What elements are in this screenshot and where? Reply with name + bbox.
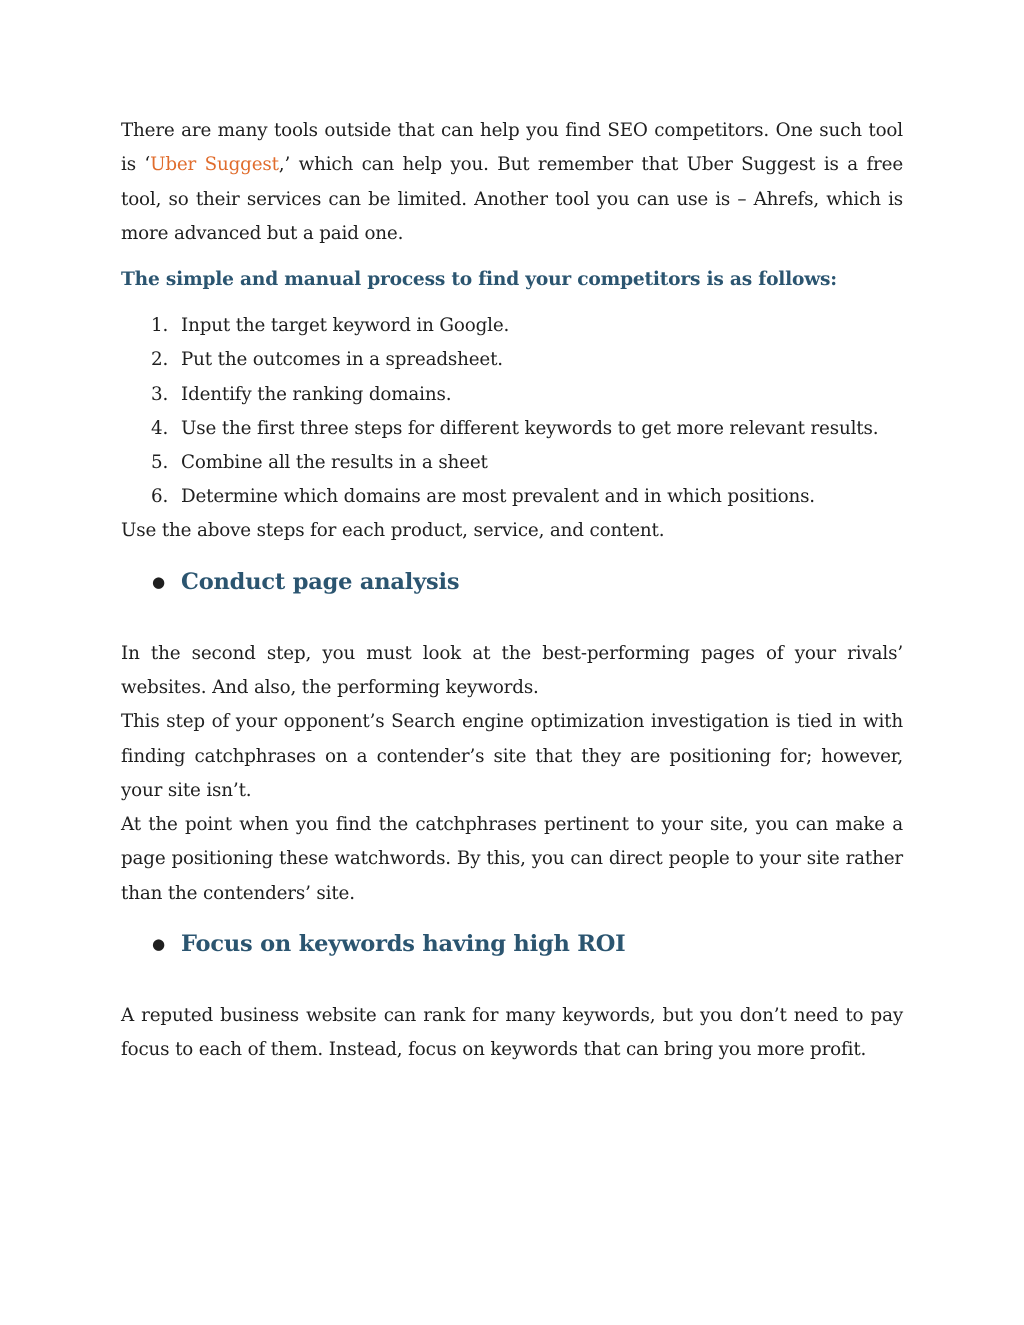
- step-number: 3.: [151, 383, 169, 405]
- list-item: [121, 446, 903, 480]
- step-text: Use the first three steps for different keywords to get more relevant results.: [181, 417, 879, 439]
- uber-suggest-link[interactable]: Uber Suggest: [150, 154, 279, 176]
- section-heading-text: Focus on keywords having high ROI: [181, 931, 626, 958]
- bullet-icon: ●: [152, 572, 165, 591]
- section1-paragraph-2: This step of your opponent’s Search engine optimization investigation is tied in with finding catchphrases on a contender’s site that they are positioning for; however, your site isn’t.: [121, 711, 903, 801]
- steps-list: [121, 309, 903, 514]
- bullet-icon: ●: [152, 935, 165, 954]
- list-item: [121, 343, 903, 377]
- intro-text-1: There are many tools outside that can help you find SEO competitors. One such tool is ‘: [121, 120, 903, 176]
- list-item: [121, 378, 903, 412]
- step-number: 6.: [151, 486, 169, 508]
- list-item: [121, 412, 903, 446]
- step-text: Combine all the results in a sheet: [181, 452, 488, 473]
- section2-paragraph-1: A reputed business website can rank for many keywords, but you don’t need to pay focus to each of them. Instead, focus on keywords that can bring you more profit.: [121, 1005, 903, 1061]
- section-heading-high-roi: [121, 927, 903, 961]
- step-text: Determine which domains are most prevalent and in which positions.: [181, 486, 815, 508]
- section-heading-text: Conduct page analysis: [181, 568, 460, 595]
- section1-paragraph-3: At the point when you find the catchphrases pertinent to your site, you can make a page positioning these watchwords. By this, you can direct people to your site rather than the contenders’ site.: [121, 814, 903, 904]
- step-text: Input the target keyword in Google.: [181, 315, 510, 337]
- step-number: 2.: [151, 349, 169, 371]
- intro-paragraph: [121, 114, 903, 251]
- section-heading-page-analysis: [121, 565, 903, 599]
- step-text: Put the outcomes in a spreadsheet.: [181, 349, 503, 371]
- intro-text-2: ,’ which can help you. But remember that Uber Suggest is a free tool, so their services can be limited. Another tool you can use is – Ahrefs, which is more advanced but a paid one.: [121, 154, 903, 244]
- step-text: Identify the ranking domains.: [181, 383, 452, 405]
- list-item: [121, 480, 903, 514]
- list-item: [121, 309, 903, 343]
- section1-paragraph-1: In the second step, you must look at the best-performing pages of your rivals’ websites. And also, the performing keywords.: [121, 642, 903, 698]
- step-number: 4.: [151, 417, 169, 439]
- step-number: 5.: [151, 452, 169, 473]
- after-steps-paragraph: Use the above steps for each product, service, and content.: [121, 520, 665, 542]
- step-number: 1.: [151, 315, 169, 337]
- process-heading: The simple and manual process to find your competitors is as follows:: [121, 269, 837, 291]
- document-page: [121, 114, 903, 1068]
